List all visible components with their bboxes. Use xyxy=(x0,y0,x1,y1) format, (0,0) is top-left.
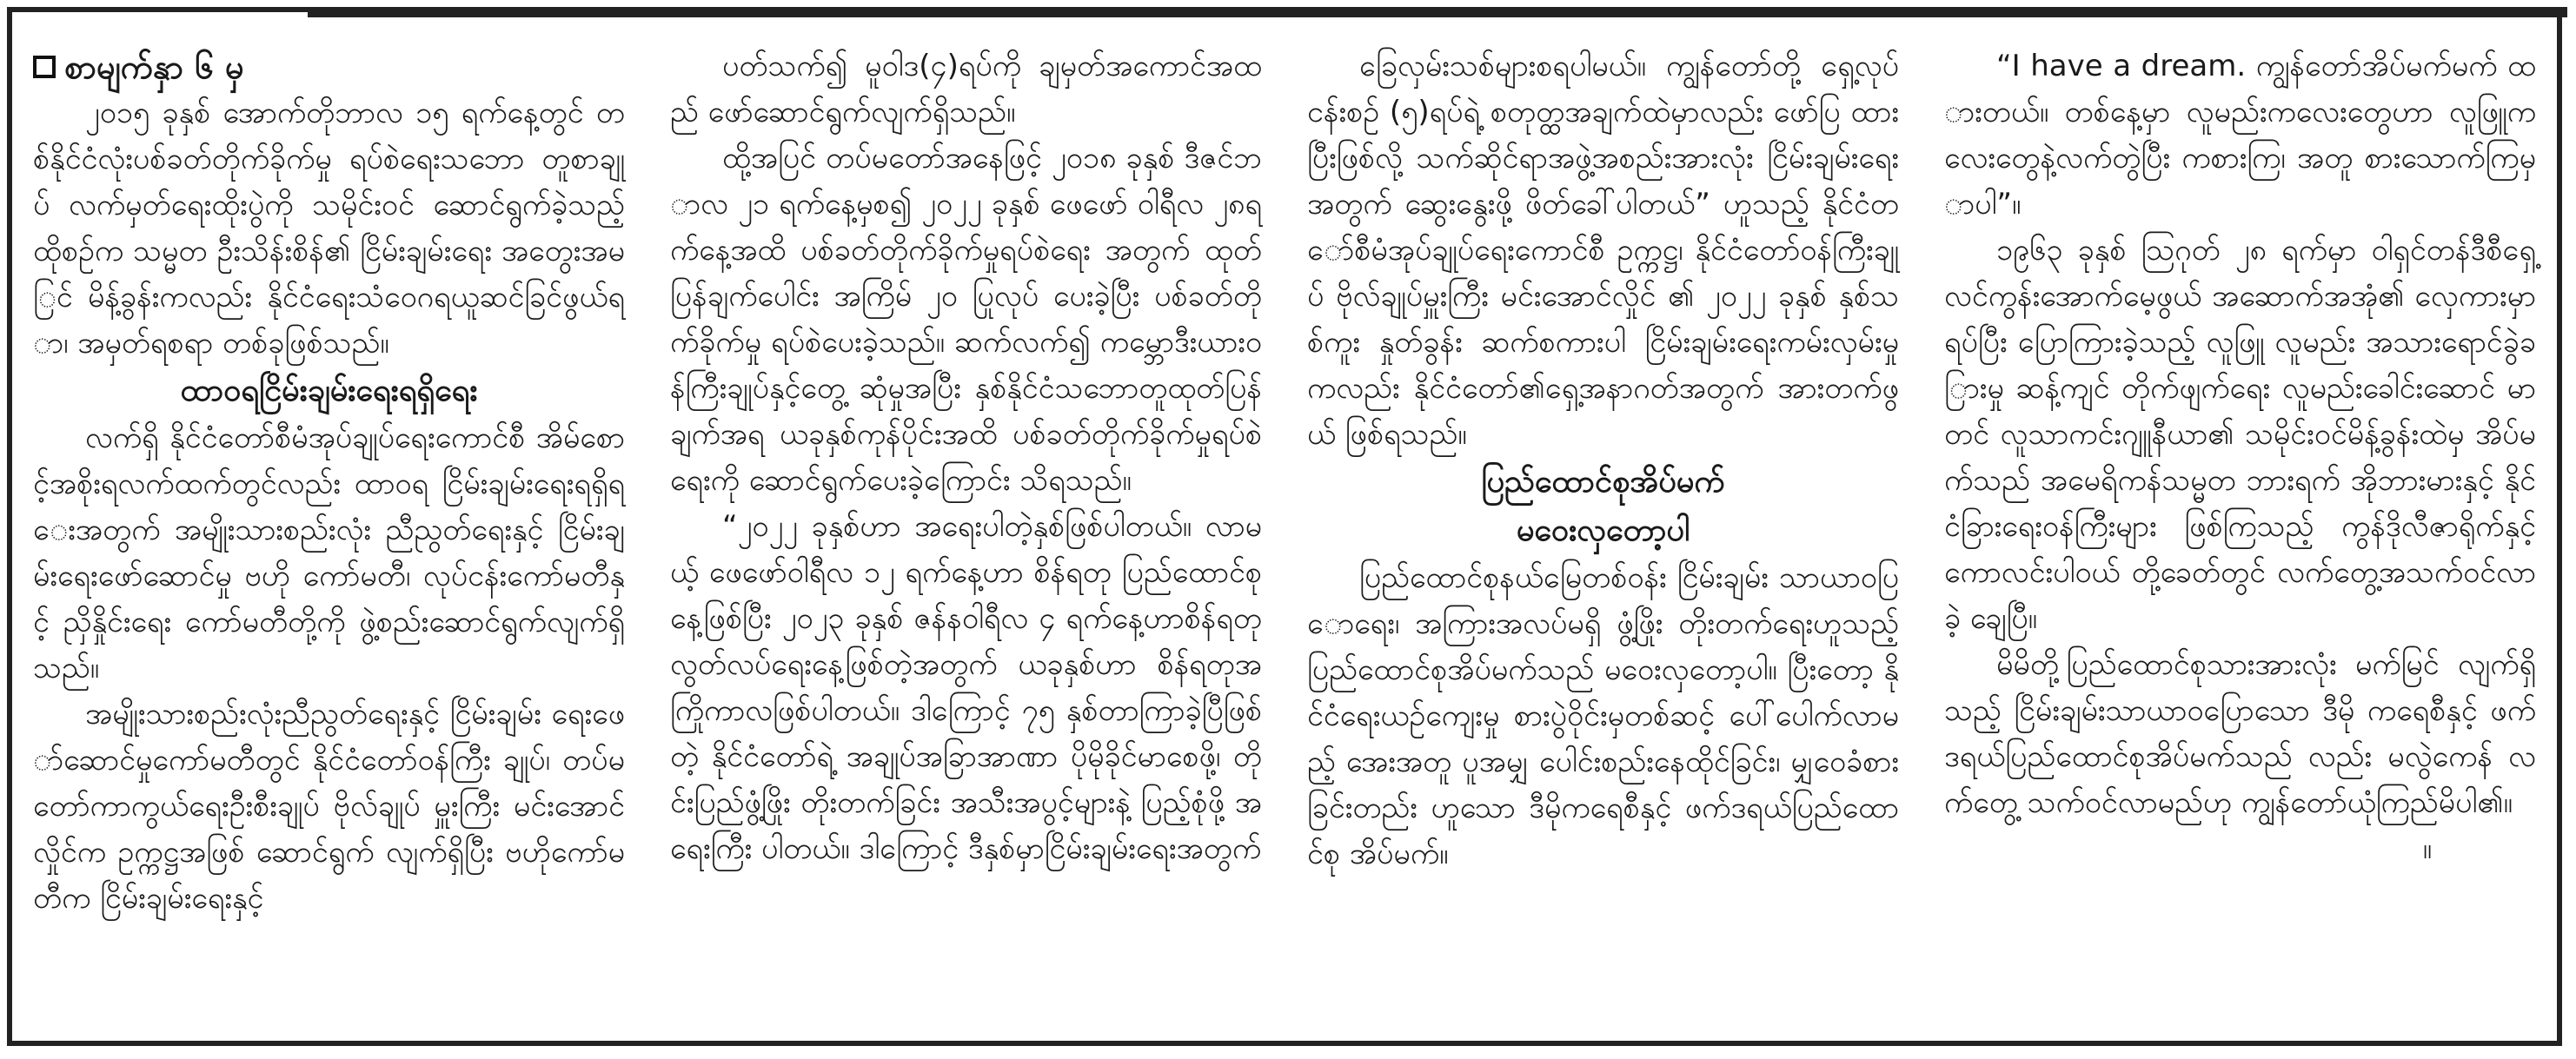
subheading: ထာဝရငြိမ်းချမ်းရေးရရှိရေး xyxy=(180,373,478,408)
paragraph: ထို့အပြင် တပ်မတော်အနေဖြင့် ၂၀၁၈ ခုနှစ် ဒီဇင်ဘာလ ၂၁ ရက်နေ့မှစ၍ ၂၀၂၂ ခုနှစ် ဖေဖော် ဝါရီလ ၂၈ရက်နေ့အထိ ပစ်ခတ်တိုက်ခိုက်မှုရပ်စဲရေး အတွက် ထုတ်ပြန်ချက်ပေါင်း အကြိမ် ၂၀ ပြုလုပ် ပေးခဲ့ပြီး ပစ်ခတ်တိုက်ခိုက်မှု ရပ်စဲပေးခဲ့သည်။ ဆက်လက်၍ ကမ္ဘောဒီးယားဝန်ကြီးချုပ်နှင့်တွေ့ ဆုံမှုအပြီး နှစ်နိုင်ငံသဘောတူထုတ်ပြန်ချက်အရ ယခုနှစ်ကုန်ပိုင်းအထိ ပစ်ခတ်တိုက်ခိုက်မှုရပ်စဲ ရေးကို ဆောင်ရွက်ပေးခဲ့ကြောင်း သိရသည်။ xyxy=(670,141,1262,498)
newspaper-page xyxy=(7,7,2562,1046)
paragraph: “I have a dream. ကျွန်တော်အိပ်မက်မက် ထားတယ်။ တစ်နေ့မှာ လူမည်းကလေးတွေဟာ လူဖြူကလေးတွေနဲ့လက်တွဲပြီး ကစားကြ၊ အတူ စားသောက်ကြမှာပါ”။ xyxy=(1944,49,2536,222)
column-4 xyxy=(1939,43,2541,1029)
paragraph: အမျိုးသားစည်းလုံးညီညွတ်ရေးနှင့် ငြိမ်းချမ်း ရေးဖော်ဆောင်မှုကော်မတီတွင် နိုင်ငံတော်ဝန်ကြီး ချုပ်၊ တပ်မတော်ကာကွယ်ရေးဦးစီးချုပ် ဗိုလ်ချုပ် မှူးကြီး မင်းအောင်လှိုင်က ဥက္ကဋ္ဌအဖြစ် ဆောင်ရွက် လျက်ရှိပြီး ဗဟိုကော်မတီက ငြိမ်းချမ်းရေးနှင့် xyxy=(33,697,625,916)
paragraph: ပတ်သက်၍ မူဝါဒ(၄)ရပ်ကို ချမှတ်အကောင်အထည် ဖော်ဆောင်ရွက်လျက်ရှိသည်။ xyxy=(670,49,1262,129)
paragraph: လက်ရှိ နိုင်ငံတော်စီမံအုပ်ချုပ်ရေးကောင်စီ အိမ်စောင့်အစိုးရလက်ထက်တွင်လည်း ထာဝရ ငြိမ်းချမ်းရေးရရှိရေးအတွက် အမျိုးသားစည်းလုံး ညီညွတ်ရေးနှင့် ငြိမ်းချမ်းရေးဖော်ဆောင်မှု ဗဟို ကော်မတီ၊ လုပ်ငန်းကော်မတီနှင့် ညှိနှိုင်းရေး ကော်မတီတို့ကို ဖွဲ့စည်းဆောင်ရွက်လျက်ရှိသည်။ xyxy=(33,420,625,685)
paragraph: “၂၀၂၂ ခုနှစ်ဟာ အရေးပါတဲ့နှစ်ဖြစ်ပါတယ်။ လာမယ့် ဖေဖော်ဝါရီလ ၁၂ ရက်နေ့ဟာ စိန်ရတု ပြည်ထောင်စုနေ့ဖြစ်ပြီး ၂၀၂၃ ခုနှစ် ဇန်နဝါရီလ ၄ ရက်နေ့ဟာစိန်ရတုလွတ်လပ်ရေးနေ့ဖြစ်တဲ့အတွက် ယခုနှစ်ဟာ စိန်ရတုအကြိုကာလဖြစ်ပါတယ်။ ဒါကြောင့် ၇၅ နှစ်တာကြာခဲ့ပြီဖြစ်တဲ့ နိုင်ငံတော်ရဲ့ အချုပ်အခြာအာဏာ ပိုမိုခိုင်မာစေဖို့၊ တိုင်းပြည်ဖွံ့ဖြိုး တိုးတက်ခြင်း အသီးအပွင့်များနဲ့ ပြည့်စုံဖို့ အရေးကြီး ပါတယ်။ ဒါကြောင့် ဒီနှစ်မှာငြိမ်းချမ်းရေးအတွက် xyxy=(670,509,1262,866)
column-3 xyxy=(1302,43,1904,1029)
paragraph: ပြည်ထောင်စုနယ်မြေတစ်ဝန်း ငြိမ်းချမ်း သာယာဝပြောရေး၊ အကြားအလပ်မရှိ ဖွံ့ဖြိုး တိုးတက်ရေးဟူသည့် ပြည်ထောင်စုအိပ်မက်သည် မဝေးလှတော့ပါ။ ပြီးတော့ နိုင်ငံရေးယဉ်ကျေးမှု စားပွဲဝိုင်းမှတစ်ဆင့် ပေါ်ပေါက်လာမည့် အေးအတူ ပူအမျှ ပေါင်းစည်းနေထိုင်ခြင်း၊ မျှဝေခံစားခြင်းတည်း ဟူသော ဒီမိုကရေစီနှင့် ဖက်ဒရယ်ပြည်ထောင်စု အိပ်မက်။ xyxy=(1307,560,1899,871)
column-2 xyxy=(665,43,1267,1029)
article-columns xyxy=(28,43,2541,1029)
end-mark: ။ xyxy=(2422,831,2432,866)
subheading-line-1: ပြည်ထောင်စုအိပ်မက် xyxy=(1481,464,1725,500)
top-rule xyxy=(308,7,2567,17)
continuation-heading xyxy=(33,43,625,90)
subheading-line-2: မဝေးလှတော့ပါ xyxy=(1516,513,1690,548)
paragraph: မိမိတို့ပြည်ထောင်စုသားအားလုံး မက်မြင် လျက်ရှိသည့် ငြိမ်းချမ်းသာယာဝပြောသော ဒီမို ကရေစီနှင့် ဖက်ဒရယ်ပြည်ထောင်စုအိပ်မက်သည် လည်း မလွဲကေန် လက်တွေ့ သက်ဝင်လာမည်ဟု ကျွန်တော်ယုံကြည်မိပါ၏။ xyxy=(1944,647,2536,820)
paragraph: ၁၉၆၃ ခုနှစ် ဩဂုတ် ၂၈ ရက်မှာ ဝါရှင်တန်ဒီစီရှေ့ လင်ကွန်းအောက်မေ့ဖွယ် အဆောက်အအုံ၏ လှေကားမှာရပ်ပြီး ပြောကြားခဲ့သည့် လူဖြူ လူမည်း အသားရောင်ခွဲခြားမှု ဆန့်ကျင် တိုက်ဖျက်ရေး လူမည်းခေါင်းဆောင် မာတင် လူသာကင်းဂျူနီယာ၏ သမိုင်းဝင်မိန့်ခွန်းထဲမှ အိပ်မက်သည် အမေရိကန်သမ္မတ ဘားရက် အိုဘားမားနှင့် နိုင်ငံခြားရေးဝန်ကြီးများ ဖြစ်ကြသည့် ကွန်ဒိုလီဇာရိုက်နှင့် ကောလင်းပါဝယ် တို့ခေတ်တွင် လက်တွေ့အသက်ဝင်လာခဲ့ ချေပြီ။ xyxy=(1944,233,2536,636)
paragraph: ၂၀၁၅ ခုနှစ် အောက်တိုဘာလ ၁၅ ရက်နေ့တွင် တစ်နိုင်ငံလုံးပစ်ခတ်တိုက်ခိုက်မှု ရပ်စဲရေးသဘော တူစာချုပ် လက်မှတ်ရေးထိုးပွဲကို သမိုင်းဝင် ဆောင်ရွက်ခဲ့သည့် ထိုစဉ်က သမ္မတ ဦးသိန်းစိန်၏ ငြိမ်းချမ်းရေး အတွေးအမြင် မိန့်ခွန်းကလည်း နိုင်ငံရေးသံဝေဂရယူဆင်ခြင်ဖွယ်ရာ၊ အမှတ်ရစရာ တစ်ခုဖြစ်သည်။ xyxy=(33,96,625,361)
continuation-heading-text: စာမျက်နှာ ၆ မှ xyxy=(64,48,244,86)
checkbox-icon xyxy=(33,56,56,78)
paragraph: ခြေလှမ်းသစ်များစရပါမယ်။ ကျွန်တော်တို့ ရှေ့လုပ် ငန်းစဉ် (၅)ရပ်ရဲ့ စတုတ္ထအချက်ထဲမှာလည်း ဖော်ပြ ထားပြီးဖြစ်လို့ သက်ဆိုင်ရာအဖွဲ့အစည်းအားလုံး ငြိမ်းချမ်းရေးအတွက် ဆွေးနွေးဖို့ ဖိတ်ခေါ်ပါတယ်” ဟူသည့် နိုင်ငံတော်စီမံအုပ်ချုပ်ရေးကောင်စီ ဥက္ကဋ္ဌ၊ နိုင်ငံတော်ဝန်ကြီးချုပ် ဗိုလ်ချုပ်မှူးကြီး မင်းအောင်လှိုင် ၏ ၂၀၂၂ ခုနှစ် နှစ်သစ်ကူး နှုတ်ခွန်း ဆက်စကားပါ ငြိမ်းချမ်းရေးကမ်းလှမ်းမှုကလည်း နိုင်ငံတော်၏ရှေ့အနာဂတ်အတွက် အားတက်ဖွယ် ဖြစ်ရသည်။ xyxy=(1307,49,1899,452)
column-1 xyxy=(28,43,630,1029)
